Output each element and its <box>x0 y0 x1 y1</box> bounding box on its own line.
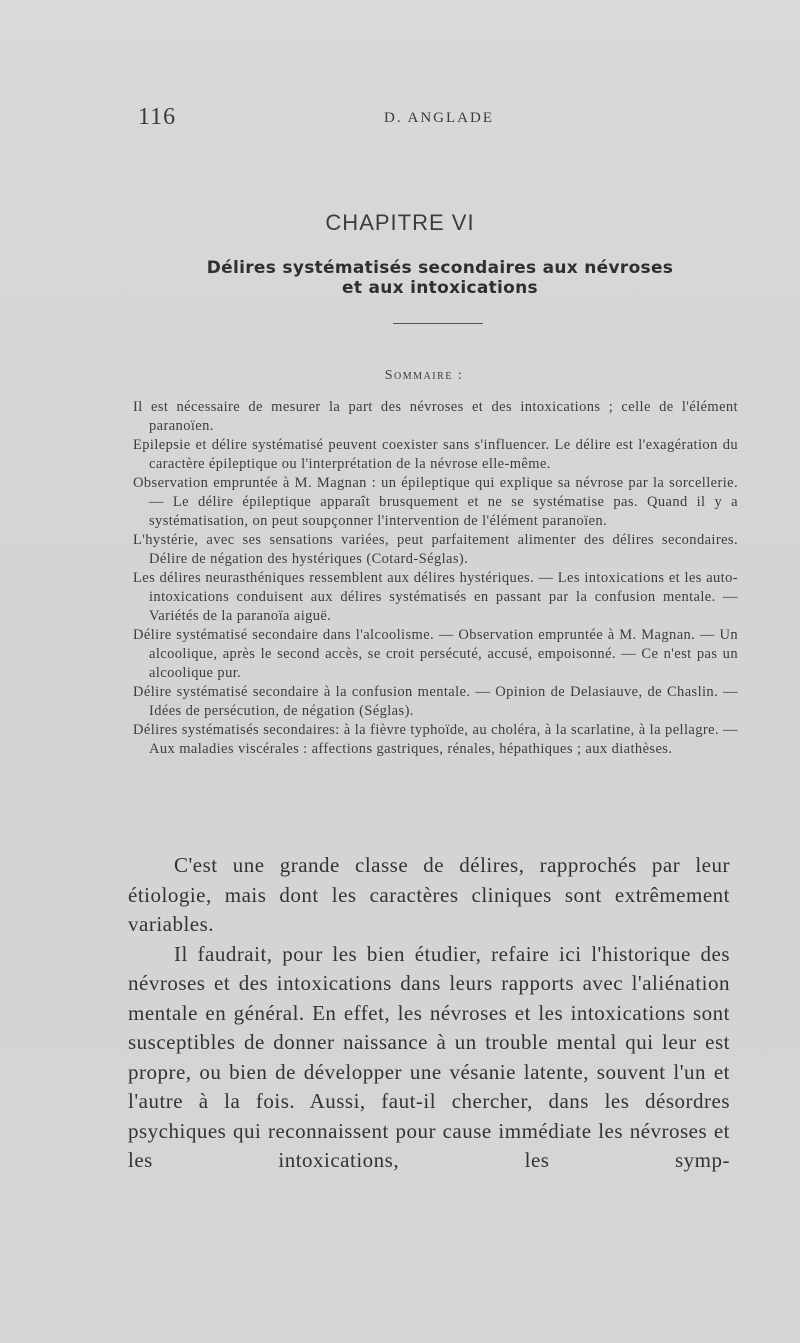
summary-item: L'hystérie, avec ses sensations variées, peut parfaitement alimenter des délires secondaires. Délire de négation des hystériques (Cotard-Séglas). <box>133 532 738 567</box>
summary-item: Délire systématisé secondaire dans l'alcoolisme. — Observation empruntée à M. Magnan. — Un alcoolique, après le second accès, se croit persécuté, accusé, empoisonné. — Ce n'est pas un alcoolique pur. <box>133 627 738 681</box>
page-number: 116 <box>138 104 177 130</box>
summary-item: Epilepsie et délire systématisé peuvent coexister sans s'influencer. Le délire est l'exagération du caractère épileptique ou l'interprétation de la névrose elle-même. <box>133 437 738 472</box>
body-paragraph: C'est une grande classe de délires, rapprochés par leur étiologie, mais dont les caractères cliniques sont extrêmement variables. <box>128 853 730 936</box>
chapter-subtitle <box>150 258 730 298</box>
chapter-subtitle-line-1: Délires systématisés secondaires aux névroses <box>206 258 674 278</box>
summary-list <box>133 398 738 759</box>
chapter-subtitle-line-2: et aux intoxications <box>342 278 538 298</box>
section-divider <box>393 323 483 324</box>
summary-item: Observation empruntée à M. Magnan : un épileptique qui explique sa névrose par la sorcellerie. — Le délire épileptique apparaît brusquement et ne se systématise pas. Quand il y a systématisation, on peut soupçonner l'intervention de l'élément paranoïen. <box>133 475 738 529</box>
summary-item: Il est nécessaire de mesurer la part des névroses et des intoxications ; celle de l'élément paranoïen. <box>133 399 738 434</box>
body-text <box>128 851 730 1176</box>
summary-item: Délires systématisés secondaires: à la fièvre typhoïde, au choléra, à la scarlatine, à la pellagre. — Aux maladies viscérales : affections gastriques, rénales, hépathiques ; aux diathèses. <box>133 722 738 757</box>
summary-item: Les délires neurasthéniques ressemblent aux délires hystériques. — Les intoxications et les auto-intoxications conduisent aux délires systématisés en passant par la confusion mentale. — Variétés de la paranoïa aiguë. <box>133 570 738 624</box>
running-head-author: D. ANGLADE <box>384 110 494 126</box>
running-head <box>0 104 800 134</box>
summary-item: Délire systématisé secondaire à la confusion mentale. — Opinion de Delasiauve, de Chaslin. — Idées de persécution, de négation (Séglas). <box>133 684 738 719</box>
summary-heading: Sommaire : <box>384 368 464 383</box>
chapter-title: CHAPITRE VI <box>325 210 475 235</box>
body-paragraph: Il faudrait, pour les bien étudier, refaire ici l'historique des névroses et des intoxications dans leurs rapports avec l'aliénation mentale en général. En effet, les névroses et les intoxications sont susceptibles de donner naissance à un trouble mental qui leur est propre, ou bien de développer une vésanie latente, souvent l'un et l'autre à la fois. Aussi, faut-il chercher, dans les désordres psychiques qui reconnaissent pour cause immédiate les névroses et les intoxications, les symp- <box>128 941 730 1172</box>
